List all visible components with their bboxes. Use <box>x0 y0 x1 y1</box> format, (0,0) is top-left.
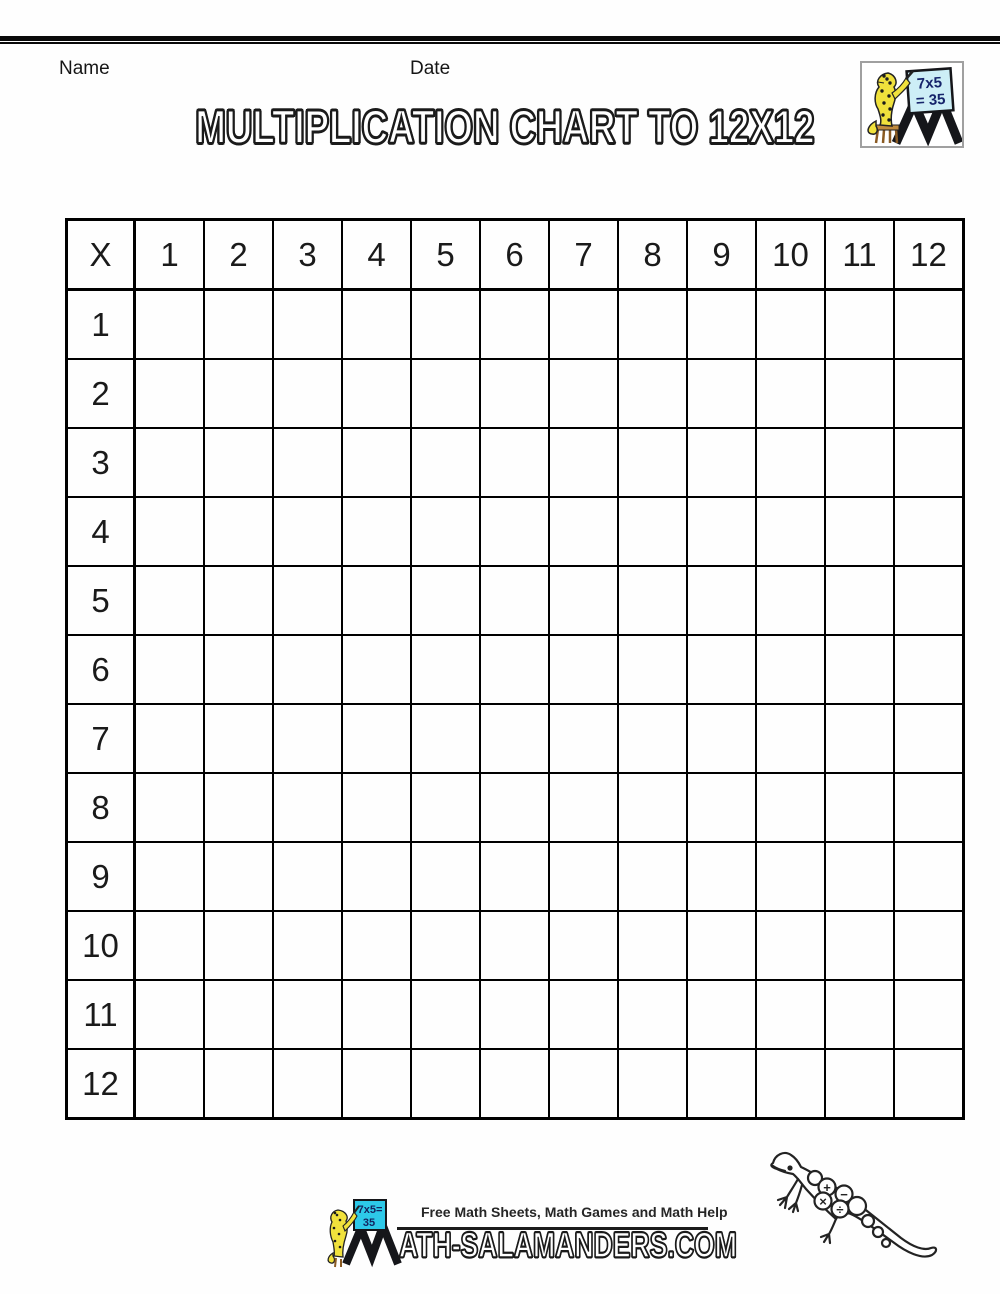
answer-cell-3x10 <box>756 428 825 497</box>
answer-cell-11x12 <box>894 980 964 1049</box>
date-label: Date <box>410 58 451 79</box>
svg-text:7x5=: 7x5= <box>357 1204 383 1216</box>
answer-cell-1x12 <box>894 290 964 360</box>
answer-cell-10x3 <box>273 911 342 980</box>
answer-cell-7x10 <box>756 704 825 773</box>
answer-cell-10x1 <box>135 911 205 980</box>
answer-cell-2x6 <box>480 359 549 428</box>
answer-cell-4x10 <box>756 497 825 566</box>
answer-cell-1x2 <box>204 290 273 360</box>
answer-cell-9x7 <box>549 842 618 911</box>
answer-cell-3x4 <box>342 428 411 497</box>
answer-cell-1x9 <box>687 290 756 360</box>
answer-cell-3x7 <box>549 428 618 497</box>
brand-m-icon <box>346 1226 398 1264</box>
answer-cell-12x8 <box>618 1049 687 1119</box>
answer-cell-12x5 <box>411 1049 480 1119</box>
answer-cell-12x6 <box>480 1049 549 1119</box>
answer-cell-11x11 <box>825 980 894 1049</box>
row-header-7: 7 <box>67 704 135 773</box>
answer-cell-8x11 <box>825 773 894 842</box>
answer-cell-9x6 <box>480 842 549 911</box>
answer-cell-7x2 <box>204 704 273 773</box>
answer-cell-7x3 <box>273 704 342 773</box>
corner-cell-x: X <box>67 220 135 290</box>
salamander-teacher-icon <box>862 63 962 146</box>
answer-cell-6x9 <box>687 635 756 704</box>
row-header-2: 2 <box>67 359 135 428</box>
answer-cell-1x4 <box>342 290 411 360</box>
answer-cell-4x5 <box>411 497 480 566</box>
answer-cell-8x5 <box>411 773 480 842</box>
site-wordmark: ATH-SALAMANDERS.COM <box>399 1226 737 1265</box>
answer-cell-8x3 <box>273 773 342 842</box>
col-header-11: 11 <box>825 220 894 290</box>
answer-cell-1x8 <box>618 290 687 360</box>
table-row-4 <box>67 497 964 566</box>
multiplication-table <box>65 218 965 1120</box>
table-row-2 <box>67 359 964 428</box>
answer-cell-8x1 <box>135 773 205 842</box>
answer-cell-7x12 <box>894 704 964 773</box>
answer-cell-2x9 <box>687 359 756 428</box>
answer-cell-5x3 <box>273 566 342 635</box>
col-header-5: 5 <box>411 220 480 290</box>
col-header-1: 1 <box>135 220 205 290</box>
answer-cell-11x10 <box>756 980 825 1049</box>
answer-cell-12x10 <box>756 1049 825 1119</box>
answer-cell-3x9 <box>687 428 756 497</box>
table-row-1 <box>67 290 964 360</box>
table-row-12 <box>67 1049 964 1119</box>
answer-cell-12x9 <box>687 1049 756 1119</box>
answer-cell-7x1 <box>135 704 205 773</box>
answer-cell-5x8 <box>618 566 687 635</box>
answer-cell-11x7 <box>549 980 618 1049</box>
answer-cell-9x11 <box>825 842 894 911</box>
answer-cell-10x7 <box>549 911 618 980</box>
table-row-6 <box>67 635 964 704</box>
answer-cell-3x1 <box>135 428 205 497</box>
answer-cell-7x6 <box>480 704 549 773</box>
answer-cell-11x9 <box>687 980 756 1049</box>
answer-cell-3x3 <box>273 428 342 497</box>
answer-cell-7x4 <box>342 704 411 773</box>
answer-cell-5x4 <box>342 566 411 635</box>
math-salamanders-logo-box <box>860 61 964 148</box>
footer-tagline: Free Math Sheets, Math Games and Math Help <box>421 1204 728 1220</box>
answer-cell-7x5 <box>411 704 480 773</box>
answer-cell-5x10 <box>756 566 825 635</box>
answer-cell-4x11 <box>825 497 894 566</box>
table-row-3 <box>67 428 964 497</box>
answer-cell-5x5 <box>411 566 480 635</box>
answer-cell-2x12 <box>894 359 964 428</box>
answer-cell-9x9 <box>687 842 756 911</box>
answer-cell-10x6 <box>480 911 549 980</box>
answer-cell-10x10 <box>756 911 825 980</box>
answer-cell-7x11 <box>825 704 894 773</box>
answer-cell-4x9 <box>687 497 756 566</box>
answer-cell-10x12 <box>894 911 964 980</box>
answer-cell-1x6 <box>480 290 549 360</box>
row-header-8: 8 <box>67 773 135 842</box>
answer-cell-8x8 <box>618 773 687 842</box>
answer-cell-1x11 <box>825 290 894 360</box>
answer-cell-6x11 <box>825 635 894 704</box>
col-header-4: 4 <box>342 220 411 290</box>
answer-cell-9x2 <box>204 842 273 911</box>
answer-cell-9x10 <box>756 842 825 911</box>
answer-cell-2x2 <box>204 359 273 428</box>
minus-icon: − <box>840 1187 848 1202</box>
top-divider-thin <box>0 42 1000 44</box>
answer-cell-4x2 <box>204 497 273 566</box>
answer-cell-5x7 <box>549 566 618 635</box>
gecko-eye <box>787 1165 792 1170</box>
answer-cell-2x10 <box>756 359 825 428</box>
answer-cell-1x10 <box>756 290 825 360</box>
answer-cell-11x6 <box>480 980 549 1049</box>
answer-cell-5x1 <box>135 566 205 635</box>
answer-cell-2x4 <box>342 359 411 428</box>
row-header-10: 10 <box>67 911 135 980</box>
answer-cell-6x7 <box>549 635 618 704</box>
answer-cell-6x3 <box>273 635 342 704</box>
svg-text:7x5: 7x5 <box>916 74 943 93</box>
gecko-illustration <box>740 1130 1000 1294</box>
row-header-6: 6 <box>67 635 135 704</box>
answer-cell-10x8 <box>618 911 687 980</box>
times-icon: × <box>819 1194 827 1209</box>
answer-cell-5x2 <box>204 566 273 635</box>
col-header-9: 9 <box>687 220 756 290</box>
row-header-3: 3 <box>67 428 135 497</box>
answer-cell-8x7 <box>549 773 618 842</box>
answer-cell-4x4 <box>342 497 411 566</box>
answer-cell-4x6 <box>480 497 549 566</box>
col-header-7: 7 <box>549 220 618 290</box>
answer-cell-7x9 <box>687 704 756 773</box>
answer-cell-11x2 <box>204 980 273 1049</box>
answer-cell-4x12 <box>894 497 964 566</box>
answer-cell-7x7 <box>549 704 618 773</box>
answer-cell-5x9 <box>687 566 756 635</box>
answer-cell-6x5 <box>411 635 480 704</box>
page-title: MULTIPLICATION CHART TO 12X12 <box>195 100 815 153</box>
row-header-9: 9 <box>67 842 135 911</box>
brand-salamander-icon <box>326 1198 410 1268</box>
answer-cell-6x1 <box>135 635 205 704</box>
answer-cell-5x11 <box>825 566 894 635</box>
table-row-11 <box>67 980 964 1049</box>
table-row-8 <box>67 773 964 842</box>
answer-cell-6x12 <box>894 635 964 704</box>
board-icon <box>907 68 954 113</box>
answer-cell-7x8 <box>618 704 687 773</box>
answer-cell-8x12 <box>894 773 964 842</box>
answer-cell-9x4 <box>342 842 411 911</box>
answer-cell-3x11 <box>825 428 894 497</box>
answer-cell-4x7 <box>549 497 618 566</box>
brand-board-icon <box>354 1200 386 1230</box>
answer-cell-11x8 <box>618 980 687 1049</box>
answer-cell-10x2 <box>204 911 273 980</box>
answer-cell-6x6 <box>480 635 549 704</box>
col-header-3: 3 <box>273 220 342 290</box>
row-header-4: 4 <box>67 497 135 566</box>
answer-cell-9x3 <box>273 842 342 911</box>
svg-text:= 35: = 35 <box>915 90 947 110</box>
row-header-11: 11 <box>67 980 135 1049</box>
answer-cell-9x1 <box>135 842 205 911</box>
answer-cell-3x8 <box>618 428 687 497</box>
answer-cell-9x5 <box>411 842 480 911</box>
table-row-10 <box>67 911 964 980</box>
answer-cell-2x3 <box>273 359 342 428</box>
answer-cell-12x3 <box>273 1049 342 1119</box>
answer-cell-12x1 <box>135 1049 205 1119</box>
answer-cell-8x6 <box>480 773 549 842</box>
svg-text:35: 35 <box>362 1217 376 1229</box>
answer-cell-12x2 <box>204 1049 273 1119</box>
answer-cell-12x4 <box>342 1049 411 1119</box>
row-header-5: 5 <box>67 566 135 635</box>
answer-cell-5x12 <box>894 566 964 635</box>
answer-cell-4x3 <box>273 497 342 566</box>
answer-cell-2x1 <box>135 359 205 428</box>
answer-cell-6x10 <box>756 635 825 704</box>
answer-cell-4x8 <box>618 497 687 566</box>
answer-cell-8x10 <box>756 773 825 842</box>
answer-cell-10x11 <box>825 911 894 980</box>
answer-cell-1x7 <box>549 290 618 360</box>
answer-cell-5x6 <box>480 566 549 635</box>
answer-cell-8x4 <box>342 773 411 842</box>
name-label: Name <box>59 58 110 79</box>
answer-cell-2x7 <box>549 359 618 428</box>
answer-cell-1x3 <box>273 290 342 360</box>
answer-cell-11x3 <box>273 980 342 1049</box>
table-row-7 <box>67 704 964 773</box>
table-row-9 <box>67 842 964 911</box>
row-header-12: 12 <box>67 1049 135 1119</box>
col-header-6: 6 <box>480 220 549 290</box>
answer-cell-11x4 <box>342 980 411 1049</box>
col-header-10: 10 <box>756 220 825 290</box>
answer-cell-12x7 <box>549 1049 618 1119</box>
answer-cell-3x6 <box>480 428 549 497</box>
col-header-2: 2 <box>204 220 273 290</box>
answer-cell-9x12 <box>894 842 964 911</box>
answer-cell-1x5 <box>411 290 480 360</box>
answer-cell-12x11 <box>825 1049 894 1119</box>
answer-cell-2x8 <box>618 359 687 428</box>
answer-cell-8x9 <box>687 773 756 842</box>
answer-cell-4x1 <box>135 497 205 566</box>
answer-cell-11x1 <box>135 980 205 1049</box>
answer-cell-10x5 <box>411 911 480 980</box>
answer-cell-1x1 <box>135 290 205 360</box>
answer-cell-11x5 <box>411 980 480 1049</box>
answer-cell-10x4 <box>342 911 411 980</box>
plus-icon: + <box>823 1180 831 1195</box>
answer-cell-6x8 <box>618 635 687 704</box>
answer-cell-3x5 <box>411 428 480 497</box>
col-header-12: 12 <box>894 220 964 290</box>
row-header-1: 1 <box>67 290 135 360</box>
col-header-8: 8 <box>618 220 687 290</box>
answer-cell-3x2 <box>204 428 273 497</box>
answer-cell-2x11 <box>825 359 894 428</box>
answer-cell-3x12 <box>894 428 964 497</box>
answer-cell-8x2 <box>204 773 273 842</box>
answer-cell-6x4 <box>342 635 411 704</box>
top-divider-thick <box>0 36 1000 41</box>
answer-cell-2x5 <box>411 359 480 428</box>
table-row-5 <box>67 566 964 635</box>
answer-cell-10x9 <box>687 911 756 980</box>
answer-cell-9x8 <box>618 842 687 911</box>
divide-icon: ÷ <box>836 1202 844 1217</box>
answer-cell-12x12 <box>894 1049 964 1119</box>
answer-cell-6x2 <box>204 635 273 704</box>
